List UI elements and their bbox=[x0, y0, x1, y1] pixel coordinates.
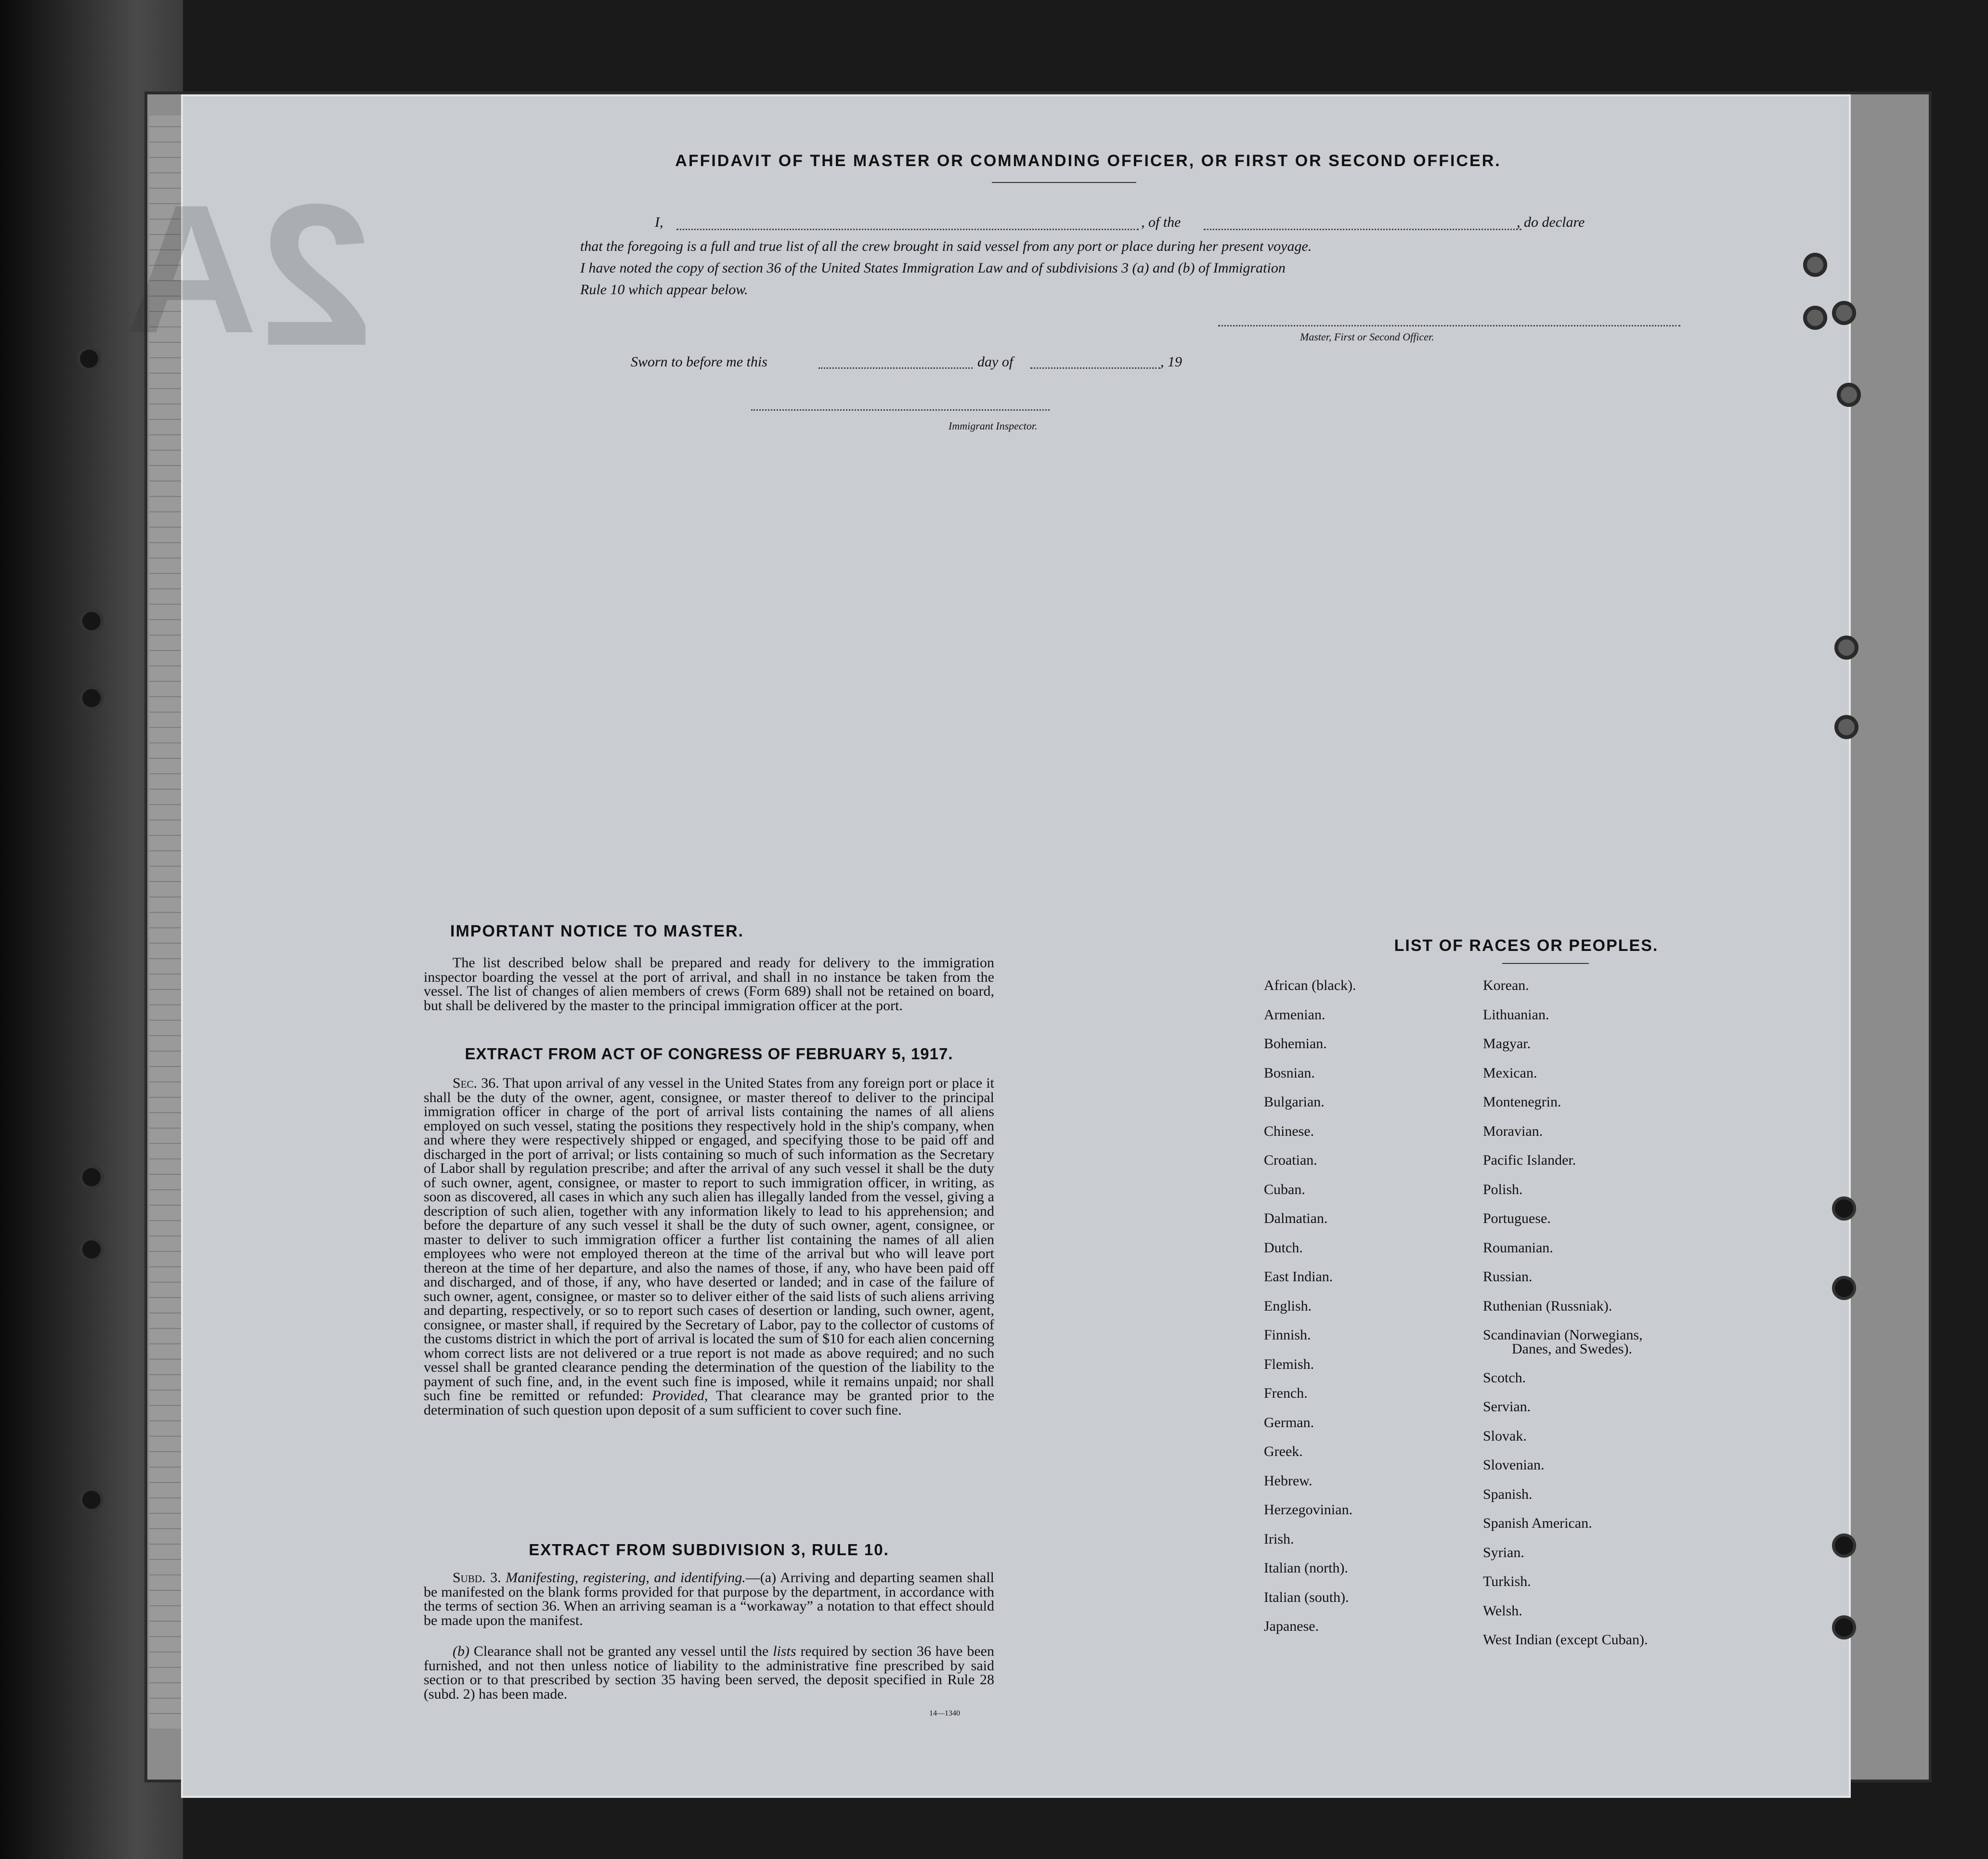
intro-i: I, bbox=[655, 214, 663, 230]
sec-36-text-end: That clearance may be granted prior to the determination of such question upon deposit of a sum sufficient to cover such fine. bbox=[424, 1388, 995, 1418]
inspector-signature-field[interactable] bbox=[751, 395, 1050, 411]
para-b-lists: lists bbox=[773, 1643, 796, 1659]
sworn-year: , 19 bbox=[1160, 354, 1182, 370]
extract-act-title: EXTRACT FROM ACT OF CONGRESS OF FEBRUARY 5, 1917. bbox=[465, 1045, 953, 1063]
race-item: English. bbox=[1264, 1298, 1312, 1314]
sec-36-text: That upon arrival of any vessel in the United States from any foreign port or place it shall be the duty of the owner, agent, consignee, or master thereof to deliver to the principal immigration officer in charge of the port of arrival lists containing the names of all aliens employed on such vessel, stating the positions they respectively hold in the ship's company, when and where they were respectively shipped or engaged, and specifying those to be paid off and discharged in the port of arrival; or lists containing so much of such information as the Secretary of Labor shall by regulation prescribe; and after the arrival of any such vessel it shall be the duty of such owner, agent, consignee, or master to report to such immigration officer, in writing, as soon as discovered, all cases in which any such alien has illegally landed from the vessel, giving a description of such alien, together with any information likely to lead to his apprehension; and before the departure of any such vessel it shall be the duty of such owner, agent, consignee, or master to deliver to such immigration officer a further list containing the names of all alien employees who were not employed thereon at the time of the arrival but who will leave port thereon at the time of her departure, and also the names of those, if any, who have been paid off and discharged, and of those, if any, who have deserted or landed; and in case of the failure of such owner, agent, consignee, or master so to deliver either of the said lists of such aliens arriving and departing, respectively, or so to report such cases of desertion or landing, such owner, agent, consignee, or master shall, if required by the Secretary of Labor, pay to the collector of customs of the customs district in which the port of arrival is located the sum of $10 for each alien concerning whom correct lists are not delivered or a true report is not made as above required; and no such vessel shall be granted clearance pending the determination of the question of the liability to the payment of such fine, and, in the event such fine is imposed, while it remains unpaid; nor shall such fine be remitted or refunded: bbox=[424, 1075, 994, 1404]
race-item: Slovak. bbox=[1483, 1428, 1527, 1444]
title-underline bbox=[992, 182, 1136, 183]
race-item: Roumanian. bbox=[1483, 1239, 1553, 1256]
affidavit-line-4: Rule 10 which appear below. bbox=[580, 282, 748, 298]
races-title-rule bbox=[1502, 963, 1589, 964]
subd-label: Subd. 3. bbox=[453, 1570, 501, 1586]
sworn-day-of: day of bbox=[977, 354, 1013, 370]
binder-hole-icon bbox=[79, 1237, 104, 1261]
race-item: Servian. bbox=[1483, 1399, 1531, 1415]
sec-label: Sec. 36. bbox=[453, 1075, 499, 1091]
form-number: 14—1340 bbox=[929, 1709, 960, 1717]
affidavit-line-2: that the foregoing is a full and true list of all the crew brought in said vessel from any port or place during her present voyage. bbox=[580, 238, 1312, 254]
race-item: Welsh. bbox=[1483, 1602, 1522, 1619]
punch-hole-icon bbox=[1803, 253, 1827, 277]
race-item: French. bbox=[1264, 1385, 1308, 1401]
subd-heading: Manifesting, registering, and identifying. bbox=[506, 1570, 746, 1586]
race-item: Finnish. bbox=[1264, 1327, 1311, 1343]
race-item: Bohemian. bbox=[1264, 1036, 1327, 1052]
race-item: Italian (north). bbox=[1264, 1560, 1348, 1576]
race-item: Russian. bbox=[1483, 1269, 1533, 1285]
race-item: Mexican. bbox=[1483, 1065, 1537, 1081]
race-item: Japanese. bbox=[1264, 1618, 1319, 1634]
bleed-through-mark: 2 bbox=[260, 162, 373, 388]
intro-of-the: , of the bbox=[1141, 214, 1181, 230]
punch-hole-icon bbox=[1832, 1196, 1856, 1221]
sworn-month-field[interactable] bbox=[1030, 354, 1160, 369]
race-item: West Indian (except Cuban). bbox=[1483, 1632, 1648, 1648]
declarant-name-field[interactable] bbox=[676, 214, 1139, 230]
binder-hole-icon bbox=[79, 609, 104, 633]
race-item: Greek. bbox=[1264, 1443, 1303, 1459]
race-item: Montenegrin. bbox=[1483, 1094, 1561, 1110]
race-item: Bulgarian. bbox=[1264, 1094, 1325, 1110]
race-item: Herzegovinian. bbox=[1264, 1502, 1353, 1518]
punch-hole-icon bbox=[1832, 1534, 1856, 1558]
race-item: Bosnian. bbox=[1264, 1065, 1315, 1081]
master-signature-caption: Master, First or Second Officer. bbox=[1300, 331, 1434, 343]
race-item: Scotch. bbox=[1483, 1369, 1526, 1386]
notice-text: The list described below shall be prepared and ready for delivery to the immigration inspector boarding the vessel at the port of arrival, and shall in no instance be taken from the vessel. The list of changes of alien members of crews (Form 689) shall not be retained on board, but shall be delivered by the master to the principal immigration officer at the port. bbox=[424, 955, 994, 1014]
punch-hole-icon bbox=[1837, 383, 1861, 407]
para-b-label: (b) bbox=[453, 1643, 469, 1659]
race-item: Lithuanian. bbox=[1483, 1006, 1549, 1023]
provided-word: Provided, bbox=[651, 1388, 708, 1404]
races-right-column bbox=[1483, 977, 1733, 1724]
binder-hole-icon bbox=[79, 1165, 104, 1189]
race-item: Turkish. bbox=[1483, 1573, 1531, 1589]
race-item: Hebrew. bbox=[1264, 1472, 1312, 1489]
race-item: Italian (south). bbox=[1264, 1589, 1349, 1605]
race-item: Dalmatian. bbox=[1264, 1210, 1328, 1226]
race-item: Chinese. bbox=[1264, 1123, 1314, 1139]
race-item: Danes, and Swedes). bbox=[1512, 1340, 1632, 1357]
intro-do-declare: , do declare bbox=[1517, 214, 1585, 230]
race-item: Moravian. bbox=[1483, 1123, 1543, 1139]
race-item: Portuguese. bbox=[1483, 1210, 1551, 1226]
punch-hole-icon bbox=[1832, 301, 1856, 325]
race-item: Syrian. bbox=[1483, 1544, 1524, 1560]
affidavit-line-1 bbox=[621, 214, 1700, 234]
vessel-name-field[interactable] bbox=[1204, 214, 1521, 230]
race-item: Korean. bbox=[1483, 977, 1529, 993]
race-item: Scandinavian (Norwegians, bbox=[1483, 1327, 1643, 1343]
race-item: African (black). bbox=[1264, 977, 1356, 993]
punch-hole-icon bbox=[1834, 715, 1858, 739]
extract-act-text bbox=[424, 1076, 994, 1417]
affidavit-page bbox=[125, 96, 1849, 1796]
races-left-column bbox=[1264, 977, 1466, 1724]
race-item: Irish. bbox=[1264, 1531, 1294, 1547]
race-item: Slovenian. bbox=[1483, 1457, 1545, 1473]
race-item: Croatian. bbox=[1264, 1152, 1317, 1168]
sworn-day-field[interactable] bbox=[819, 354, 973, 369]
race-item: East Indian. bbox=[1264, 1269, 1333, 1285]
race-item: Polish. bbox=[1483, 1181, 1523, 1197]
bleed-through-mark: A bbox=[125, 167, 258, 371]
punch-hole-icon bbox=[1832, 1615, 1856, 1639]
affidavit-line-3: I have noted the copy of section 36 of the United States Immigration Law and of subdivisions 3 (a) and (b) of Immigration bbox=[580, 260, 1286, 276]
race-item: Dutch. bbox=[1264, 1239, 1303, 1256]
race-item: Spanish American. bbox=[1483, 1515, 1592, 1531]
para-b-text-2: required by section 36 have been furnished, and not then unless notice of liability to the administrative fine prescribed by said section or to that prescribed by section 35 having been served, the deposit specified in Rule 28 (subd. 2) has been made. bbox=[424, 1643, 994, 1702]
races-title: LIST OF RACES OR PEOPLES. bbox=[1394, 936, 1659, 955]
race-item: Ruthenian (Russniak). bbox=[1483, 1298, 1612, 1314]
extract-rule-title: EXTRACT FROM SUBDIVISION 3, RULE 10. bbox=[529, 1541, 889, 1559]
binder-hole-icon bbox=[79, 1488, 104, 1512]
race-item: Flemish. bbox=[1264, 1356, 1314, 1372]
sworn-line bbox=[631, 354, 1305, 373]
punch-hole-icon bbox=[1803, 306, 1827, 330]
race-item: Spanish. bbox=[1483, 1486, 1533, 1502]
punch-hole-icon bbox=[1834, 636, 1858, 660]
para-b-text-1: Clearance shall not be granted any vessel until the bbox=[473, 1643, 769, 1659]
inspector-caption: Immigrant Inspector. bbox=[949, 420, 1038, 432]
affidavit-title: AFFIDAVIT OF THE MASTER OR COMMANDING OFFICER, OR FIRST OR SECOND OFFICER. bbox=[675, 152, 1501, 170]
binder-hole-icon bbox=[79, 686, 104, 710]
race-item: German. bbox=[1264, 1414, 1314, 1430]
race-item: Pacific Islander. bbox=[1483, 1152, 1576, 1168]
punch-hole-icon bbox=[1832, 1276, 1856, 1300]
extract-rule-para-a bbox=[424, 1571, 994, 1627]
notice-title: IMPORTANT NOTICE TO MASTER. bbox=[450, 922, 744, 940]
binder-hole-icon bbox=[77, 347, 101, 371]
sworn-prefix: Sworn to before me this bbox=[631, 354, 767, 370]
master-signature-field[interactable] bbox=[1218, 311, 1680, 326]
subd-para-a: —(a) Arriving and departing seamen shall be manifested on the blank forms provided for that purpose by the department, in accordance with the terms of section 36. When an arriving seaman is a “workaway” a notation to that effect should be made upon the manifest. bbox=[424, 1570, 994, 1628]
race-item: Cuban. bbox=[1264, 1181, 1305, 1197]
race-item: Armenian. bbox=[1264, 1006, 1325, 1023]
race-item: Magyar. bbox=[1483, 1036, 1531, 1052]
extract-rule-para-b bbox=[424, 1644, 994, 1701]
